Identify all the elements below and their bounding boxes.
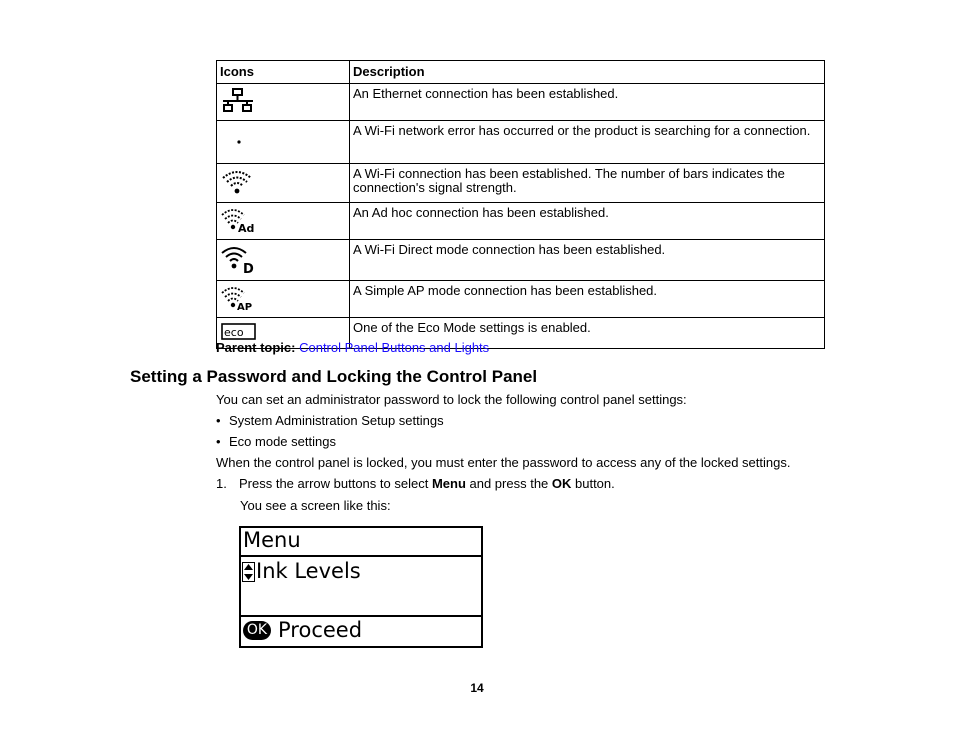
section-heading: Setting a Password and Locking the Control Panel	[130, 367, 538, 386]
wifi-error-icon	[220, 124, 256, 158]
lcd-title: Menu	[243, 528, 301, 552]
description-cell: A Simple AP mode connection has been established.	[350, 281, 825, 318]
step-text-b: and press the	[465, 476, 552, 491]
lcd-title-bar	[241, 528, 481, 557]
lcd-action-label: Proceed	[278, 618, 363, 642]
parent-topic	[216, 340, 489, 355]
wifi-direct-icon	[220, 243, 260, 275]
intro-paragraph: You can set an administrator password to lock the following control panel settings:	[216, 392, 687, 407]
table-row	[217, 121, 825, 164]
table-header-row	[217, 61, 825, 84]
up-down-arrow-icon	[242, 562, 255, 582]
lcd-menu-item: Ink Levels	[256, 559, 361, 583]
description-cell: One of the Eco Mode settings is enabled.	[350, 318, 825, 349]
svg-text:Ad: Ad	[238, 222, 255, 234]
description-cell: An Ethernet connection has been established.	[350, 84, 825, 121]
icon-cell	[217, 240, 350, 281]
ok-button-icon: OK	[243, 621, 271, 640]
step-bold-menu: Menu	[431, 476, 466, 491]
table-row	[217, 84, 825, 121]
lcd-action-row	[241, 617, 481, 646]
description-cell: A Wi-Fi network error has occurred or the product is searching for a connection.	[350, 121, 825, 164]
column-header-icons: Icons	[217, 61, 350, 84]
bullet-icon: •	[216, 434, 221, 449]
page-number: 14	[470, 681, 484, 695]
list-item-text: Eco mode settings	[229, 434, 336, 449]
svg-text:AP: AP	[237, 302, 253, 312]
locked-note: When the control panel is locked, you must enter the password to access any of the locked settings.	[216, 455, 791, 470]
step-1	[216, 476, 615, 491]
icon-cell	[217, 84, 350, 121]
svg-text:eco: eco	[224, 326, 244, 339]
step-text-c: button.	[571, 476, 615, 491]
wifi-icon	[220, 167, 256, 197]
description-cell: An Ad hoc connection has been established.	[350, 203, 825, 240]
lcd-menu-row	[241, 557, 481, 617]
screen-note: You see a screen like this:	[240, 498, 391, 513]
table-row	[217, 281, 825, 318]
svg-text:D: D	[243, 262, 254, 275]
wifi-adhoc-icon	[220, 206, 260, 234]
parent-topic-label: Parent topic:	[216, 340, 296, 355]
step-bold-ok: OK	[551, 476, 572, 491]
step-number: 1.	[216, 476, 227, 491]
step-text-a: Press the arrow buttons to select	[239, 476, 432, 491]
wifi-ap-icon	[220, 284, 260, 312]
icon-cell	[217, 203, 350, 240]
parent-topic-link[interactable]: Control Panel Buttons and Lights	[299, 340, 490, 355]
description-cell: A Wi-Fi connection has been established. The number of bars indicates the connection's signal strength.	[350, 164, 825, 203]
icon-cell	[217, 281, 350, 318]
table-row	[217, 164, 825, 203]
lcd-screen	[239, 526, 483, 648]
list-item-text: System Administration Setup settings	[229, 413, 444, 428]
bullet-icon: •	[216, 413, 221, 428]
table-row	[217, 203, 825, 240]
list-item	[216, 413, 444, 428]
table-row	[217, 240, 825, 281]
icon-cell	[217, 164, 350, 203]
icon-cell	[217, 121, 350, 164]
ethernet-icon	[220, 87, 256, 115]
column-header-description: Description	[350, 61, 825, 84]
description-cell: A Wi-Fi Direct mode connection has been established.	[350, 240, 825, 281]
icons-table	[216, 60, 825, 349]
list-item	[216, 434, 336, 449]
